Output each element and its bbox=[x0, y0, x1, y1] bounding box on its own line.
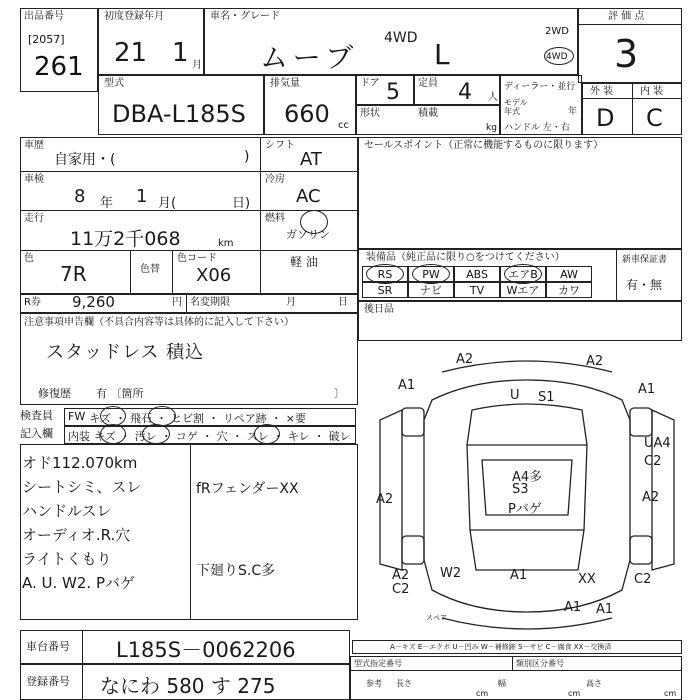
car-drive-note: 4WD bbox=[384, 30, 418, 46]
drive-2wd: 2WD bbox=[545, 26, 569, 37]
cc-unit: cc bbox=[338, 120, 349, 131]
recycle-yen: 円 bbox=[172, 297, 182, 308]
car-name-label: 車名・グレード bbox=[210, 11, 280, 22]
exterior-label: 外 装 bbox=[590, 86, 614, 97]
recycle-value: 9,260 bbox=[72, 293, 115, 311]
fuel-label: 燃料 bbox=[265, 213, 285, 224]
equipment-item: エアB bbox=[500, 266, 546, 282]
handwritten-divider bbox=[190, 444, 191, 620]
equipment-circle bbox=[504, 264, 542, 284]
lot-sub: [2057] bbox=[28, 33, 65, 46]
equipment-item: ABS bbox=[454, 266, 500, 282]
eval-label: 評 価 点 bbox=[608, 11, 645, 22]
ac-label: 冷房 bbox=[265, 174, 285, 185]
row2-circle-wear bbox=[254, 424, 280, 444]
door-value: 5 bbox=[386, 80, 400, 105]
warranty-divider bbox=[616, 249, 617, 301]
equipment-circle bbox=[366, 264, 404, 284]
mileage-value: 11万2千068 bbox=[70, 228, 181, 250]
ext-int-divider bbox=[632, 83, 633, 135]
inspection-month-unit: 月( bbox=[158, 196, 177, 211]
ext-int-hline bbox=[582, 98, 682, 99]
color-vline-2 bbox=[172, 250, 173, 295]
legend-text: A－キズ E－エクボ U－凹み W－補修跡 S－サビ C－腐食 XX－交換済 bbox=[390, 643, 612, 651]
eval-score: 3 bbox=[614, 32, 639, 76]
type-num-label: 型式指定番号 bbox=[354, 659, 402, 668]
equipment-item: Wエア bbox=[500, 282, 546, 298]
row1-circle-scratch bbox=[100, 406, 126, 426]
color-code-label: 色コード bbox=[177, 253, 217, 264]
inspector-item: キズ bbox=[89, 412, 111, 425]
width-cm: cm bbox=[568, 689, 581, 698]
person-unit: 人 bbox=[488, 92, 498, 103]
history-label: 車歴 bbox=[24, 140, 44, 151]
reg-label: 登録番号 bbox=[26, 675, 70, 688]
expiry-month: 月 bbox=[286, 297, 296, 308]
damage-mark: A1 bbox=[564, 600, 582, 615]
damage-mark: Pバゲ bbox=[508, 502, 542, 517]
history-close: ) bbox=[244, 149, 250, 165]
reg-value: なにわ 580 す 275 bbox=[100, 674, 276, 698]
inspector-item: 穴 bbox=[216, 430, 228, 443]
first-reg-month: 1 bbox=[172, 38, 189, 68]
equipment-label: 装備品（純正品に限り○をつけてください） bbox=[366, 252, 565, 263]
inspector-item: 飛石 bbox=[130, 412, 152, 425]
damage-mark: C2 bbox=[634, 572, 652, 587]
later-docs-label: 後日品 bbox=[364, 304, 394, 315]
info-vline bbox=[260, 137, 261, 295]
damage-mark: C2 bbox=[644, 454, 662, 469]
class-num-label: 類別区分番号 bbox=[516, 659, 564, 668]
color-vline-1 bbox=[130, 250, 131, 295]
inspection-day-unit: 日) bbox=[232, 196, 251, 211]
damage-mark: A2 bbox=[392, 568, 410, 583]
color-code-value: X06 bbox=[196, 265, 232, 286]
interior-label: 内 装 bbox=[640, 86, 664, 97]
new-warranty-label: 新車保証書 bbox=[622, 255, 668, 265]
expiry-label: 名変期限 bbox=[190, 297, 230, 308]
height-label: 高さ bbox=[586, 679, 602, 688]
damage-mark: C2 bbox=[392, 582, 410, 597]
chassis-value: L185S－0062206 bbox=[116, 638, 296, 662]
door-label: ドア bbox=[360, 78, 380, 89]
chassis-label: 車台番号 bbox=[26, 640, 70, 653]
notes-value: スタッドレス 積込 bbox=[46, 342, 205, 363]
damage-mark: A1 bbox=[638, 382, 656, 397]
handwritten-note: オーディオ.R.穴 bbox=[22, 526, 131, 544]
inspector-item: FW bbox=[68, 410, 86, 423]
damage-mark: S1 bbox=[538, 390, 555, 405]
exterior-score: D bbox=[596, 104, 615, 132]
height-cm: cm bbox=[664, 689, 677, 698]
kg-unit: kg bbox=[486, 123, 497, 133]
new-warranty-value: 有・無 bbox=[626, 278, 663, 292]
handwritten-note: シートシミ、スレ bbox=[22, 478, 142, 496]
dealer-label: ディーラー・並行 bbox=[504, 82, 576, 92]
notes-label: 注意事項申告欄（不具合内容等は具体的に記入して下さい） bbox=[24, 317, 294, 328]
ref-label: 参考 bbox=[366, 679, 382, 688]
car-name: ムーブ bbox=[260, 41, 360, 74]
damage-mark: A2 bbox=[376, 492, 394, 507]
eval-divider bbox=[578, 24, 682, 25]
inspector-item: ・ bbox=[272, 430, 284, 443]
row1-circle-chip bbox=[148, 406, 176, 426]
inspection-year: 8 bbox=[74, 186, 86, 207]
lot-label: 出品番号 bbox=[24, 11, 64, 22]
equipment-item: ナビ bbox=[408, 282, 454, 298]
handwritten-note: fRフェンダーXX bbox=[196, 481, 299, 497]
damage-mark: A1 bbox=[398, 378, 416, 393]
inspector-item: ・ bbox=[270, 412, 282, 425]
inspector-item: キレ bbox=[287, 430, 310, 443]
later-docs-box bbox=[358, 301, 682, 341]
type-num-vline bbox=[512, 656, 513, 670]
spare-label: スペア bbox=[426, 614, 447, 622]
damage-mark: A2 bbox=[586, 354, 604, 369]
model-value: DBA-L185S bbox=[112, 100, 246, 128]
color-value: 7R bbox=[60, 262, 87, 286]
row2-circle-stain bbox=[142, 424, 170, 444]
damage-mark: UA4 bbox=[644, 436, 671, 451]
mileage-unit: km bbox=[218, 238, 234, 249]
equipment-item: RS bbox=[362, 266, 408, 282]
repair-value: 有 〔箇所 bbox=[96, 387, 144, 400]
inspector-item: リペア跡 bbox=[223, 412, 267, 425]
diagram-marks bbox=[372, 350, 682, 640]
repaint-label: 色替 bbox=[140, 264, 160, 275]
shift-label: シフト bbox=[265, 140, 295, 151]
color-label: 色 bbox=[24, 253, 34, 264]
fuel-alt: 軽 油 bbox=[290, 255, 318, 269]
inspection-month: 1 bbox=[136, 186, 148, 207]
damage-mark: XX bbox=[578, 572, 596, 587]
length-cm: cm bbox=[476, 689, 489, 698]
inspection-label: 車検 bbox=[24, 174, 44, 185]
info-line-1 bbox=[20, 171, 358, 172]
displacement-value: 660 bbox=[284, 100, 330, 128]
year-unit: 年 bbox=[568, 107, 578, 117]
equipment-item: カワ bbox=[546, 282, 592, 298]
capacity-value: 4 bbox=[458, 80, 472, 105]
inspector-item: 汚レ bbox=[134, 430, 157, 443]
first-reg-year: 21 bbox=[114, 38, 148, 68]
sales-point-label: セールスポイント（正常に機能するものに限ります） bbox=[364, 140, 604, 151]
inspector-item: ・ bbox=[201, 430, 213, 443]
width-label: 幅 bbox=[498, 679, 506, 688]
equipment-item: AW bbox=[546, 266, 592, 282]
month-unit: 月 bbox=[192, 60, 202, 71]
inspector-item: ・ bbox=[313, 430, 325, 443]
damage-mark: A4多 bbox=[512, 470, 543, 485]
repair-label: 修復歴 bbox=[38, 387, 71, 400]
handwritten-note: オド112.070km bbox=[22, 454, 138, 472]
equipment-item: SR bbox=[362, 282, 408, 298]
repair-close: 〕 bbox=[334, 387, 345, 400]
damage-mark: S3 bbox=[512, 482, 529, 497]
model-label: 型式 bbox=[104, 78, 124, 89]
damage-mark: A2 bbox=[642, 490, 660, 505]
length-label: 長さ bbox=[396, 679, 412, 688]
mileage-label: 走行 bbox=[24, 213, 44, 224]
drive-4wd: 4WD bbox=[546, 52, 568, 62]
equipment-circle bbox=[412, 264, 450, 284]
first-reg-label: 初度登録年月 bbox=[104, 11, 164, 22]
displacement-label: 排気量 bbox=[270, 78, 300, 89]
shape-label: 形状 bbox=[360, 108, 380, 119]
handwritten-note: 下廻りS.C多 bbox=[196, 563, 276, 579]
handwritten-note: ライトくもり bbox=[22, 550, 112, 568]
interior-score: C bbox=[646, 104, 663, 132]
inspector-label: 検査員 bbox=[20, 409, 53, 422]
ac-value: AC bbox=[296, 186, 321, 207]
type-num-line bbox=[350, 670, 682, 671]
inspector-item: ・ bbox=[208, 412, 219, 425]
record-label: 記入欄 bbox=[20, 427, 53, 440]
handwritten-note: ハンドルスレ bbox=[22, 502, 112, 520]
load-label: 積載 bbox=[418, 108, 438, 119]
handwritten-note: A. U. W2. Pバゲ bbox=[22, 574, 136, 592]
inspector-item: ×要 bbox=[285, 412, 306, 425]
equipment-item: TV bbox=[454, 282, 500, 298]
damage-mark: A1 bbox=[510, 568, 528, 583]
expiry-day: 日 bbox=[338, 297, 348, 308]
inspector-item: ヒビ割 bbox=[171, 412, 204, 425]
inspection-year-unit: 年 bbox=[100, 196, 114, 211]
damage-mark: A1 bbox=[596, 602, 614, 617]
capacity-label: 定員 bbox=[418, 78, 438, 89]
row2-circle-scratch bbox=[100, 424, 126, 444]
inspector-item: スレ bbox=[246, 430, 269, 443]
inspector-item: ・ bbox=[115, 412, 126, 425]
inspector-item: ・ bbox=[156, 412, 167, 425]
recycle-vline bbox=[186, 293, 187, 313]
handle-label: ハンドル 左・右 bbox=[504, 123, 570, 133]
inspector-item: ・ bbox=[231, 430, 243, 443]
damage-mark: A2 bbox=[456, 352, 474, 367]
model-year-label: モデル年式 bbox=[504, 98, 528, 116]
equipment-item: PW bbox=[408, 266, 454, 282]
car-grade: L bbox=[434, 38, 450, 71]
history-value: 自家用・( bbox=[54, 152, 116, 168]
damage-mark: U bbox=[510, 388, 520, 403]
inspector-item: 破レ bbox=[328, 430, 351, 443]
inspector-item: 内装 bbox=[68, 430, 90, 443]
damage-mark: W2 bbox=[440, 566, 462, 581]
inspector-item: キズ bbox=[94, 430, 116, 443]
recycle-box bbox=[20, 293, 358, 313]
shift-value: AT bbox=[300, 149, 322, 170]
lot-number: 261 bbox=[34, 52, 84, 82]
sales-box bbox=[358, 137, 682, 249]
inspector-item: ・ bbox=[160, 430, 172, 443]
recycle-label: R券 bbox=[24, 297, 41, 308]
inspector-item: コゲ bbox=[175, 430, 198, 443]
fuel-value: ガソリン bbox=[286, 228, 330, 241]
inspector-item: ・ bbox=[119, 430, 131, 443]
